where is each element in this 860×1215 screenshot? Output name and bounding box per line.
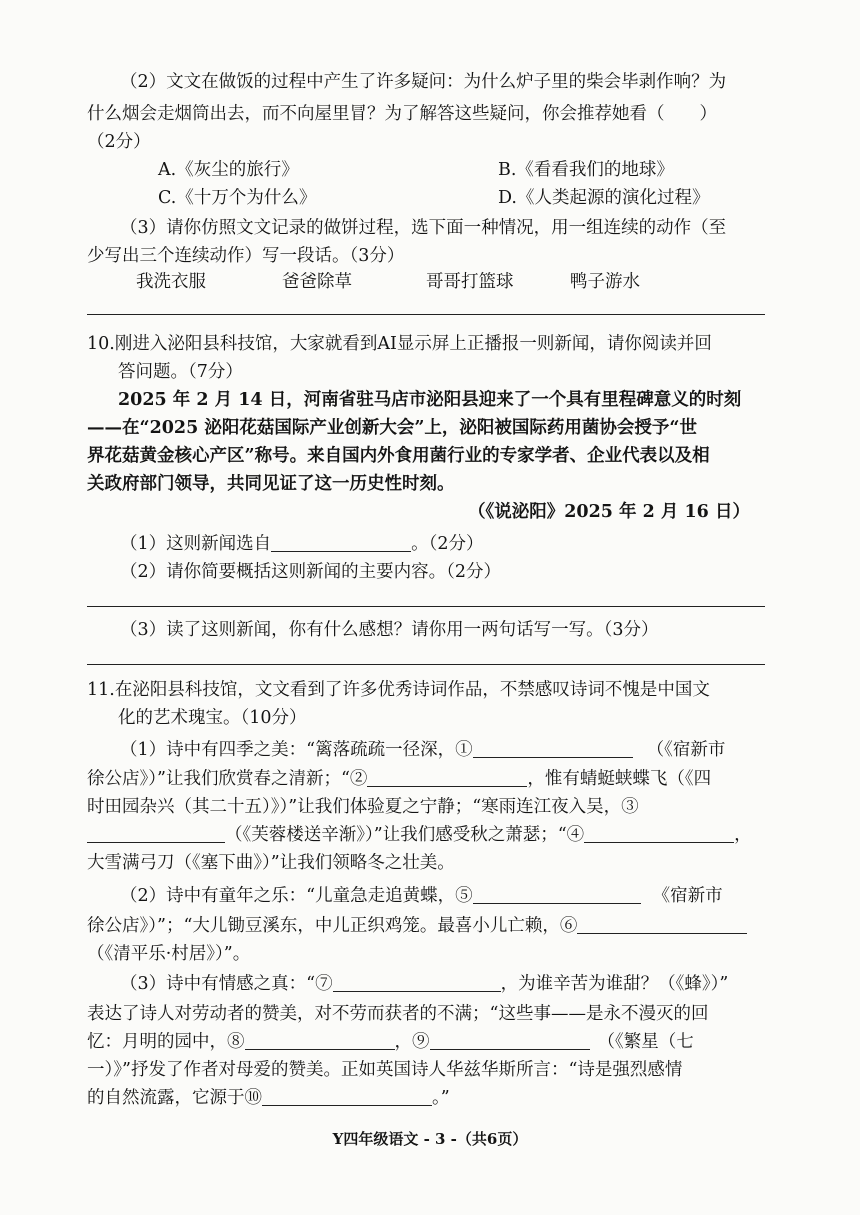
answer-blank[interactable] (245, 1029, 395, 1050)
q10-sub1-text: （1）这则新闻选自 (120, 534, 272, 554)
q11-sub1-line2 (87, 765, 711, 793)
answer-blank[interactable] (430, 1029, 590, 1050)
answer-blank[interactable] (333, 971, 501, 992)
q11-sub3-line4: 一）》”抒发了作者对母爱的赞美。正如英国诗人华兹华斯所言：“诗是强烈感情 (87, 1060, 683, 1080)
q11-sub2-text: （2）诗中有童年之乐：“儿童急走追黄蝶，⑤ (120, 886, 473, 906)
answer-blank[interactable] (271, 531, 411, 552)
answer-blank[interactable] (262, 1085, 432, 1106)
q10-stem-line2: 答问题。（7分） (118, 362, 243, 382)
q9-choice-3: 哥哥打篮球 (426, 272, 514, 292)
answer-blank[interactable] (367, 766, 527, 787)
q11-sub2-line2 (87, 912, 747, 940)
q11-sub2-text: 徐公店》）”；“大儿锄豆溪东，中儿正织鸡笼。最喜小儿亡赖，⑥ (87, 916, 578, 936)
q9-sub2-line1: （2）文文在做饭的过程中产生了许多疑问：为什么炉子里的柴会毕剥作响？为 (120, 72, 727, 92)
q10-news-source: （《说泌阳》2025 年 2 月 16 日） (468, 502, 750, 522)
q11-sub3-text: ，为谁辛苦为谁甜？（《蜂》）” (500, 974, 729, 994)
q11-sub3-text: 忆：月明的园中，⑧ (87, 1032, 245, 1052)
answer-line[interactable] (87, 664, 765, 665)
q11-sub1-line1 (120, 736, 725, 764)
answer-blank[interactable] (577, 913, 747, 934)
q10-stem-line1: 10.刚进入泌阳县科技馆，大家就看到AI显示屏上正播报一则新闻，请你阅读并回 (87, 334, 712, 354)
q9-choice-4: 鸭子游水 (570, 272, 640, 292)
q10-sub1-score: 。（2分） (411, 534, 484, 554)
q10-news-line1: 2025 年 2 月 14 日，河南省驻马店市泌阳县迎来了一个具有里程碑意义的时刻 (118, 390, 742, 410)
q11-sub2-line3: （《清平乐·村居》）”。 (87, 944, 251, 964)
q11-sub3-line1 (120, 970, 728, 998)
q11-sub1-line4 (87, 821, 752, 849)
q11-sub3-text: （3）诗中有情感之真：“⑦ (120, 974, 333, 994)
q11-sub3-line5 (87, 1084, 450, 1112)
q11-sub1-text: （《芙蓉楼送辛渐》）”让我们感受秋之萧瑟；“④ (225, 825, 585, 845)
q9-option-d: D.《人类起源的演化过程》 (498, 188, 710, 208)
q11-sub3-line2: 表达了诗人对劳动者的赞美，对不劳而获者的不满；“这些事——是永不漫灭的回 (87, 1004, 709, 1024)
q11-sub3-text: ，⑨ (394, 1032, 430, 1052)
q11-sub1-source: （《宿新市 (646, 740, 726, 760)
q11-sub3-line3 (87, 1028, 694, 1056)
q10-sub2: （2）请你简要概括这则新闻的主要内容。（2分） (120, 562, 502, 582)
q11-stem-line2: 化的艺术瑰宝。（10分） (118, 708, 307, 728)
q11-sub3-text: 的自然流露，它源于⑩ (87, 1088, 262, 1108)
q10-news-line4: 关政府部门领导，共同见证了这一历史性时刻。 (87, 474, 455, 494)
q9-sub2-line2: 什么烟会走烟筒出去，而不向屋里冒？为了解答这些疑问，你会推荐她看（ ） (87, 104, 717, 124)
page-footer: Y四年级语文 - 3 -（共6页） (332, 1130, 528, 1148)
q10-news-line3: 界花菇黄金核心产区”称号。来自国内外食用菌行业的专家学者、企业代表以及相 (87, 446, 710, 466)
answer-line[interactable] (87, 314, 765, 315)
q10-news-line2: ——在“2025 泌阳花菇国际产业创新大会”上，泌阳被国际药用菌协会授予“世 (87, 418, 697, 438)
q10-sub1 (120, 530, 484, 558)
answer-blank[interactable] (473, 737, 633, 758)
q11-stem-line1: 11.在泌阳县科技馆，文文看到了许多优秀诗词作品，不禁感叹诗词不愧是中国文 (87, 680, 710, 700)
q9-option-a: A.《灰尘的旅行》 (158, 160, 299, 180)
q11-sub1-text: （1）诗中有四季之美：“篱落疏疏一径深，① (120, 740, 473, 760)
q9-sub2-line3: （2分） (87, 132, 151, 152)
q9-choice-2: 爸爸除草 (282, 272, 352, 292)
q11-sub2-source: 《宿新市 (652, 886, 723, 906)
q9-sub3-line1: （3）请你仿照文文记录的做饼过程，选下面一种情况，用一组连续的动作（至 (120, 218, 727, 238)
q9-sub3-line2: 少写出三个连续动作）写一段话。（3分） (87, 246, 405, 266)
answer-blank[interactable] (87, 822, 225, 843)
q11-sub2-line1 (120, 882, 723, 910)
q9-choice-1: 我洗衣服 (136, 272, 206, 292)
q11-sub3-source: （《繁星（七 (597, 1032, 694, 1052)
answer-blank[interactable] (473, 883, 641, 904)
q11-sub3-text: 。” (432, 1088, 450, 1108)
q9-option-b: B.《看看我们的地球》 (498, 160, 674, 180)
q9-option-c: C.《十万个为什么》 (158, 188, 317, 208)
q11-sub1-text: 徐公店》）”让我们欣赏春之清新；“② (87, 769, 368, 789)
q11-sub1-text: ，惟有蜻蜓蛱蝶飞（《四 (527, 769, 712, 789)
q11-sub1-line3: 时田园杂兴（其二十五）》）”让我们体验夏之宁静；“寒雨连江夜入吴，③ (87, 797, 639, 817)
answer-blank[interactable] (584, 822, 734, 843)
q11-sub1-line5: 大雪满弓刀（《塞下曲》）”让我们领略冬之壮美。 (87, 853, 455, 873)
answer-line[interactable] (87, 606, 765, 607)
q10-sub3: （3）读了这则新闻，你有什么感想？请你用一两句话写一写。（3分） (120, 620, 659, 640)
q11-sub1-text: ， (734, 825, 752, 845)
